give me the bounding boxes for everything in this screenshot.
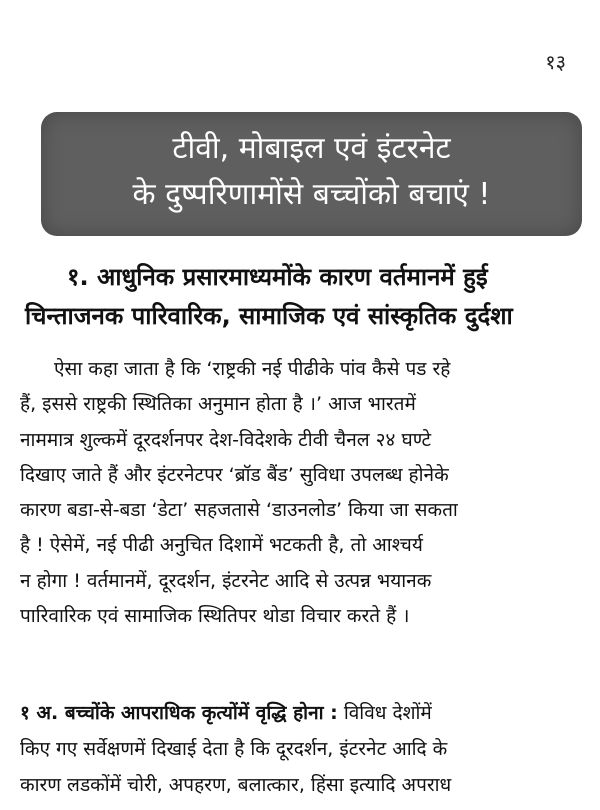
section-1a-line-1-text: विविध देशोंमें <box>343 702 432 724</box>
page-number: १३ <box>545 50 566 74</box>
paragraph-line-5: कारण बडा-से-बडा ‘डेटा’ सहजतासे ‘डाउनलोड’ किया जा सकता <box>20 499 458 522</box>
paragraph-line-7: न होगा ! वर्तमानमें, दूरदर्शन, इंटरनेट आदि से उत्पन्न भयानक <box>20 569 432 592</box>
paragraph-line-3: नाममात्र शुल्कमें दूरदर्शनपर देश-विदेशके टीवी चैनल २४ घण्टे <box>20 428 432 451</box>
paragraph-line-2: हैं, इससे राष्ट्रकी स्थितिका अनुमान होता है ।’ आज भारतमें <box>20 393 416 416</box>
chapter-title-line-2: के दुष्परिणामोंसे बच्चोंको बचाएं ! <box>132 177 491 212</box>
section-1a <box>20 695 580 803</box>
section-1-paragraph <box>20 352 580 634</box>
section-1a-line-3: कारण लडकोंमें चोरी, अपहरण, बलात्कार, हिंसा इत्यादि अपराध <box>20 774 452 796</box>
paragraph-line-4: दिखाए जाते हैं और इंटरनेटपर ‘ब्रॉड बैंड’ सुविधा उपलब्ध होनेके <box>20 463 449 486</box>
section-1a-line-1 <box>20 695 580 731</box>
section-1-heading <box>25 258 580 336</box>
paragraph-line-1: ऐसा कहा जाता है कि ‘राष्ट्रकी नई पीढीके पांव कैसे पड रहे <box>54 358 451 380</box>
section-1a-heading: १ अ. बच्चोंके आपराधिक कृत्योंमें वृद्धि होना : <box>20 702 338 724</box>
section-1-heading-line-2: चिन्ताजनक पारिवारिक, सामाजिक एवं सांस्कृतिक दुर्दशा <box>25 302 513 330</box>
paragraph-line-6: है ! ऐसेमें, नई पीढी अनुचित दिशामें भटकती है, तो आश्चर्य <box>20 534 423 557</box>
section-1-heading-line-1: १. आधुनिक प्रसारमाध्यमोंके कारण वर्तमानमें हुई <box>67 263 488 291</box>
section-1a-line-2: किए गए सर्वेक्षणमें दिखाई देता है कि दूरदर्शन, इंटरनेट आदि के <box>20 738 448 760</box>
paragraph-line-8: पारिवारिक एवं सामाजिक स्थितिपर थोडा विचार करते हैं । <box>20 605 410 628</box>
chapter-title-line-1: टीवी, मोबाइल एवं इंटरनेट <box>172 131 451 166</box>
chapter-title-banner <box>41 112 582 236</box>
